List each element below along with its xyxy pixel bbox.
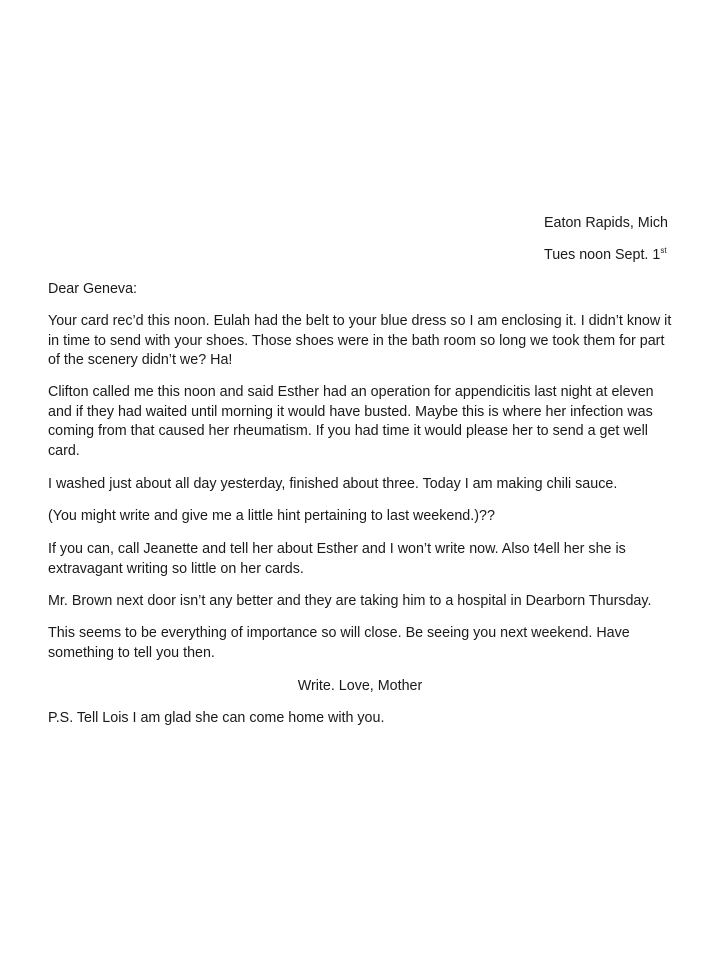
- letter-paragraph-5: If you can, call Jeanette and tell her about Esther and I won’t write now. Also t4ell her she is extravagant writing so little on her cards.: [48, 541, 626, 577]
- letter-paragraph-3: I washed just about all day yesterday, finished about three. Today I am making chili sauce.: [48, 476, 618, 492]
- letter-date: [544, 246, 667, 266]
- letter-paragraph-6: Mr. Brown next door isn’t any better and they are taking him to a hospital in Dearborn Thursday.: [48, 593, 652, 609]
- letter-closing: Write. Love, Mother: [297, 678, 423, 694]
- letter-greeting: Dear Geneva:: [48, 281, 138, 297]
- letter-paragraph-2: Clifton called me this noon and said Esther had an operation for appendicitis last night at eleven and if they had waited until morning it would have busted. Maybe this is where her infection was coming from that caused her rheumatism. If you had time it would please her to send a get well card.: [48, 384, 654, 459]
- letter-paragraph-4: (You might write and give me a little hint pertaining to last weekend.)??: [48, 508, 495, 524]
- letter-date-text: Tues noon Sept. 1: [544, 247, 661, 263]
- letter-date-suffix: st: [660, 246, 667, 255]
- letter-paragraph-7: This seems to be everything of importance so will close. Be seeing you next weekend. Have something to tell you then.: [48, 625, 630, 661]
- letter-paragraph-1: Your card rec’d this noon. Eulah had the belt to your blue dress so I am enclosing it. I didn’t know it in time to send with your shoes. Those shoes were in the bath room so long we took them for part of the scenery didn’t we? Ha!: [48, 313, 672, 369]
- letter-postscript: P.S. Tell Lois I am glad she can come home with you.: [48, 710, 385, 726]
- letter-location: Eaton Rapids, Mich: [544, 215, 668, 231]
